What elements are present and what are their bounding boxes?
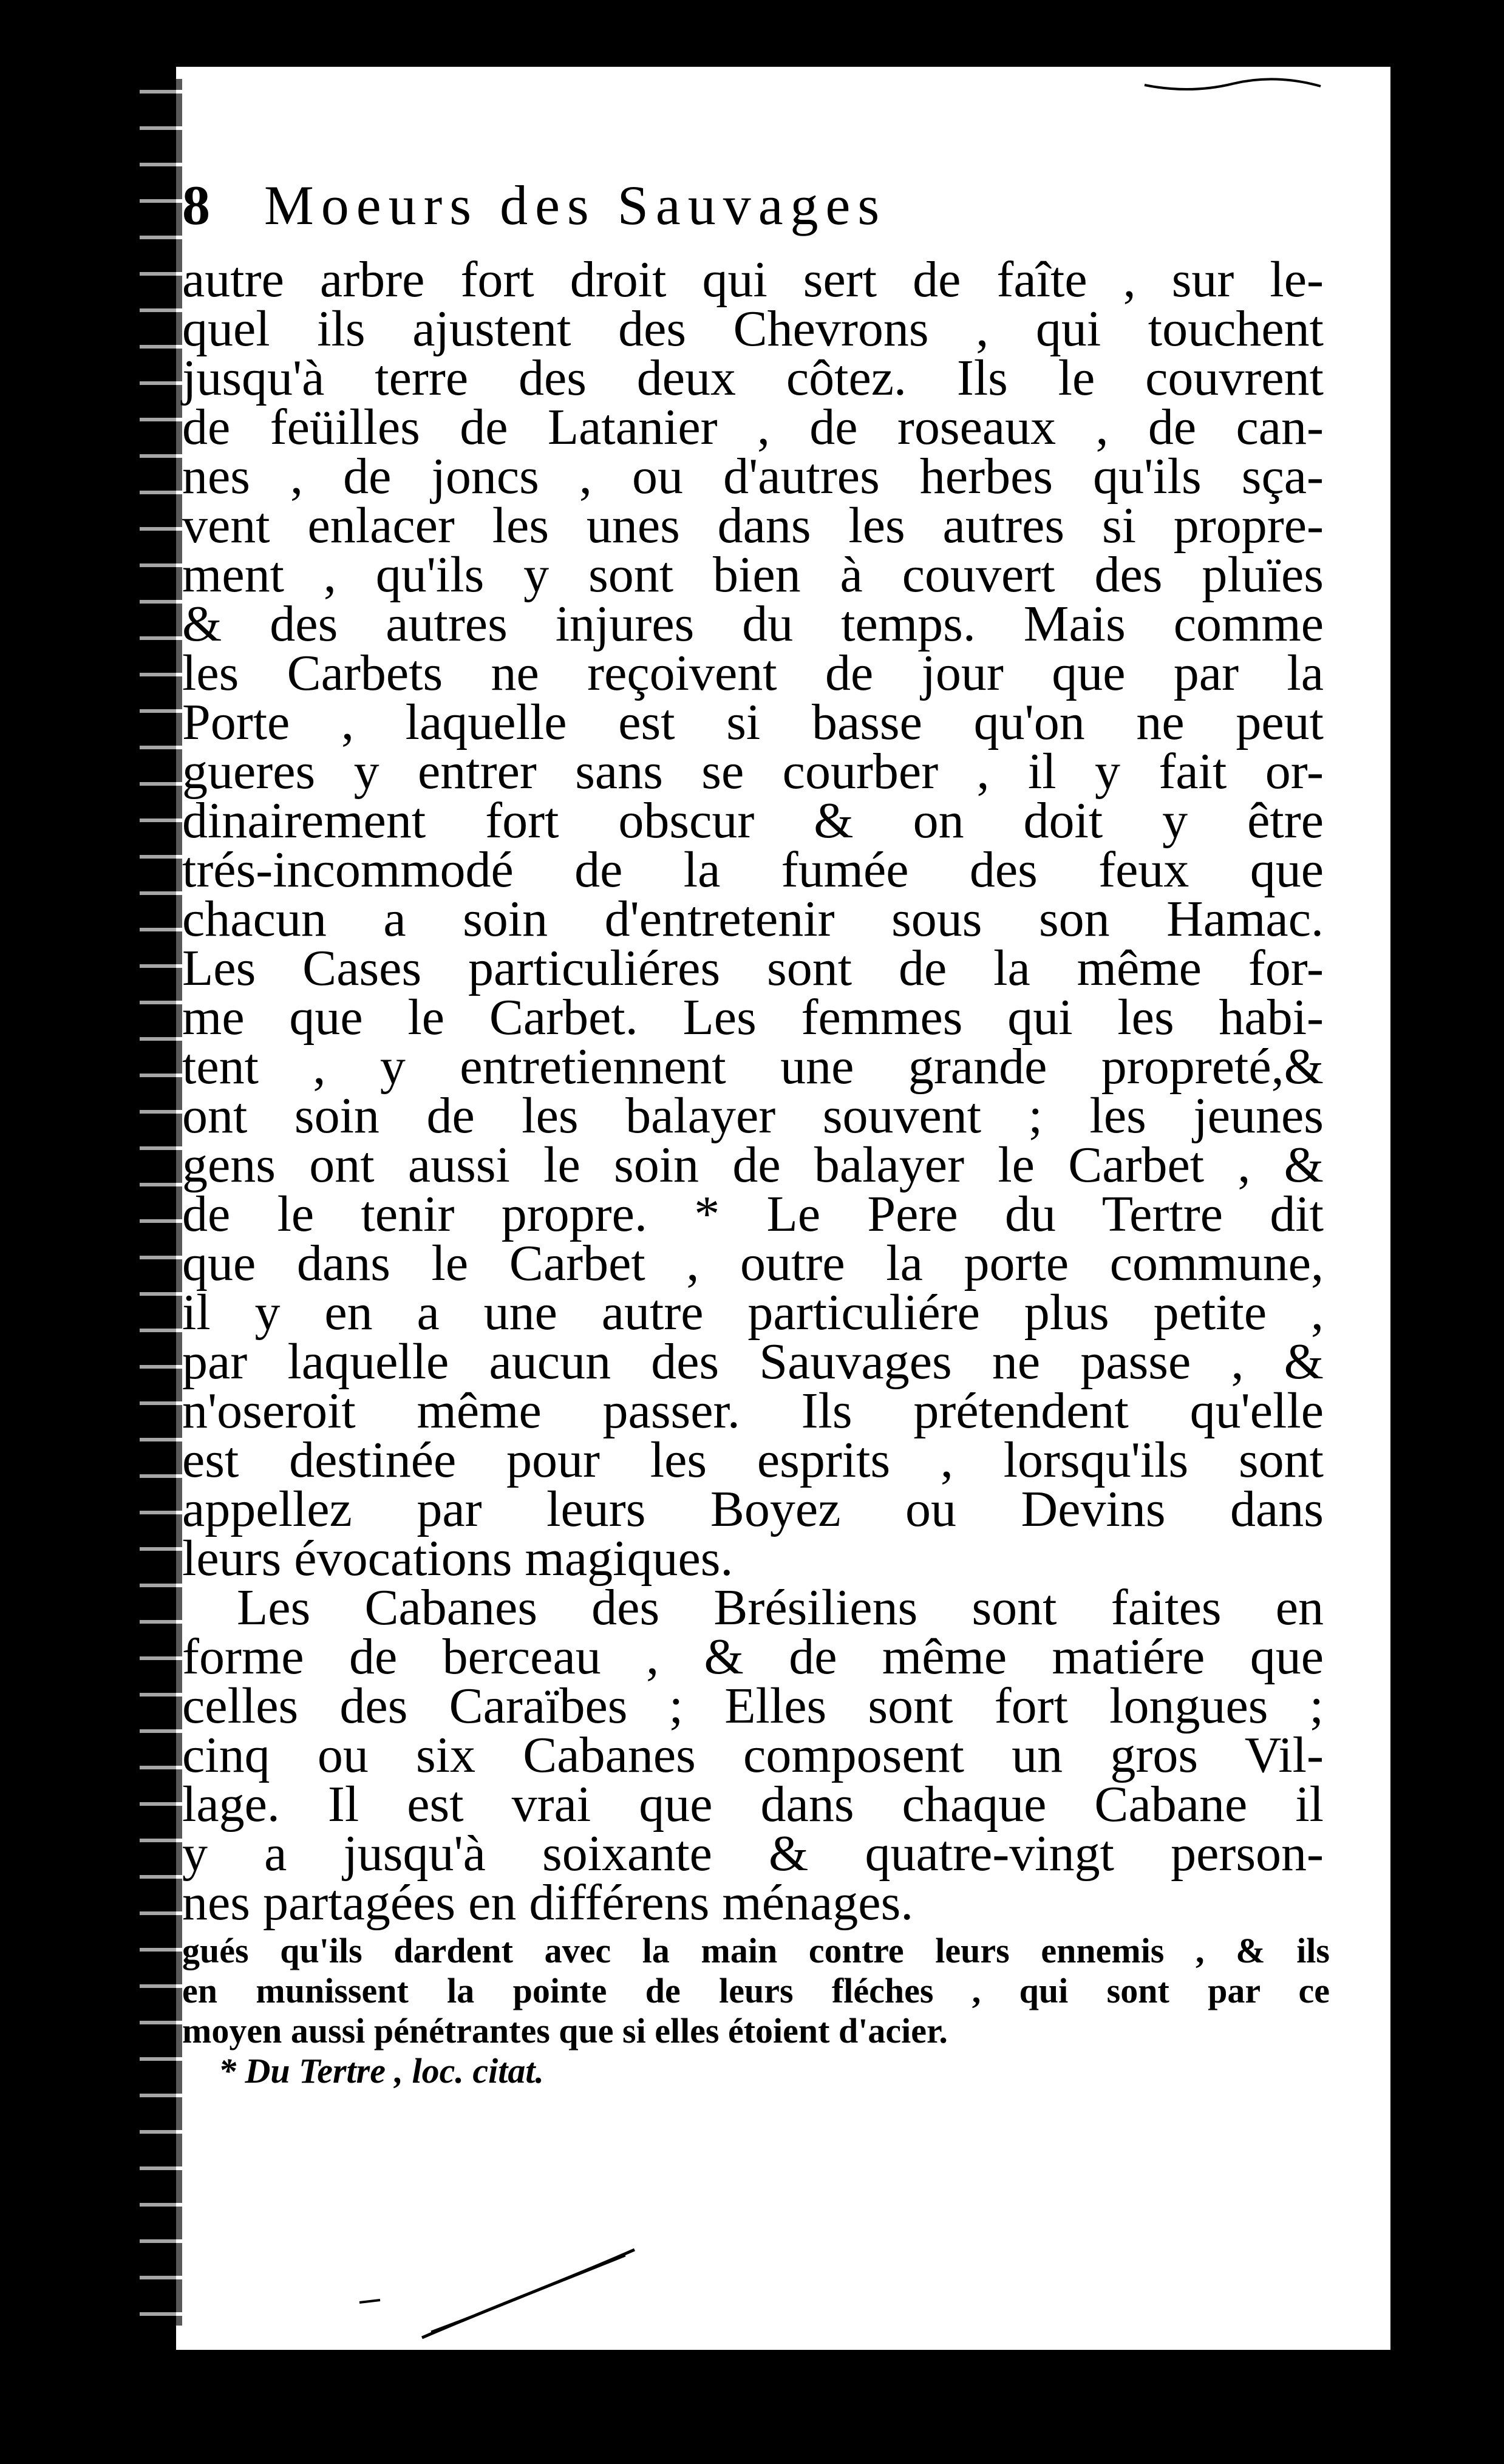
text-line: dinairement fort obscur & on doit y être [182, 792, 1324, 849]
running-title: Moeurs des Sauvages [264, 174, 887, 236]
text-line: de le tenir propre. * Le Pere du Tertre dit [182, 1186, 1324, 1242]
margin-mark [1142, 73, 1324, 97]
text-line: ont soin de les balayer souvent ; les jeunes [182, 1087, 1324, 1144]
text-line: est destinée pour les esprits , lorsqu'ils sont [182, 1432, 1324, 1488]
pen-stroke-mark [419, 2247, 638, 2344]
text-line: de feüilles de Latanier , de roseaux , de can- [182, 399, 1324, 455]
text-line: jusqu'à terre des deux côtez. Ils le couvrent [182, 350, 1324, 406]
text-line: quel ils ajustent des Chevrons , qui touchent [182, 301, 1324, 357]
running-head [182, 137, 1287, 246]
text-line: leurs évocations magiques. [182, 1530, 733, 1587]
text-line: & des autres injures du temps. Mais comme [182, 596, 1324, 652]
text-line: trés-incommodé de la fumée des feux que [182, 842, 1324, 898]
text-line: autre arbre fort droit qui sert de faîte , sur le- [182, 251, 1324, 308]
text-line: gens ont aussi le soin de balayer le Carbet , & [182, 1137, 1324, 1193]
margin-mark [358, 2295, 383, 2307]
text-line: Porte , laquelle est si basse qu'on ne peut [182, 694, 1324, 750]
footnotes [182, 1931, 1330, 2091]
text-line: gueres y entrer sans se courber , il y fait or- [182, 743, 1324, 800]
text-line: lage. Il est vrai que dans chaque Cabane il [182, 1776, 1324, 1833]
text-line: Les Cases particuliéres sont de la même for- [182, 940, 1324, 996]
page-number: 8 [182, 174, 217, 236]
text-line: vent enlacer les unes dans les autres si propre- [182, 497, 1324, 554]
text-line: par laquelle aucun des Sauvages ne passe , & [182, 1333, 1324, 1390]
text-line: ment , qu'ils y sont bien à couvert des pluïes [182, 546, 1324, 603]
text-line: que dans le Carbet , outre la porte commune, [182, 1235, 1324, 1292]
footnote-reference: * Du Tertre , loc. citat. [219, 2051, 544, 2091]
text-line: tent , y entretiennent une grande propreté,& [182, 1038, 1324, 1095]
footnote-line: en munissent la pointe de leurs fléches , qui sont par ce [182, 1971, 1330, 2010]
text-line: cinq ou six Cabanes composent un gros Vil- [182, 1727, 1324, 1783]
text-line: il y en a une autre particuliére plus petite , [182, 1284, 1324, 1341]
text-line: nes , de joncs , ou d'autres herbes qu'ils sça- [182, 448, 1324, 505]
text-line: appellez par leurs Boyez ou Devins dans [182, 1481, 1324, 1537]
text-line: me que le Carbet. Les femmes qui les habi- [182, 989, 1324, 1046]
footnote-line: gués qu'ils dardent avec la main contre leurs ennemis , & ils [182, 1931, 1330, 1970]
text-line: n'oseroit même passer. Ils prétendent qu'elle [182, 1383, 1324, 1439]
footnote-line: moyen aussi pénétrantes que si elles étoient d'acier. [182, 2011, 948, 2050]
text-line: celles des Caraïbes ; Elles sont fort longues ; [182, 1678, 1324, 1734]
text-line: les Carbets ne reçoivent de jour que par la [182, 645, 1324, 701]
text-line: forme de berceau , & de même matiére que [182, 1628, 1324, 1685]
text-line: y a jusqu'à soixante & quatre-vingt person- [182, 1825, 1324, 1882]
body-text [182, 251, 1324, 1931]
text-line: Les Cabanes des Brésiliens sont faites en [237, 1579, 1324, 1636]
text-line: nes partagées en différens ménages. [182, 1874, 914, 1931]
text-line: chacun a soin d'entretenir sous son Hamac. [182, 891, 1324, 947]
page-binding-edge [140, 79, 182, 2326]
